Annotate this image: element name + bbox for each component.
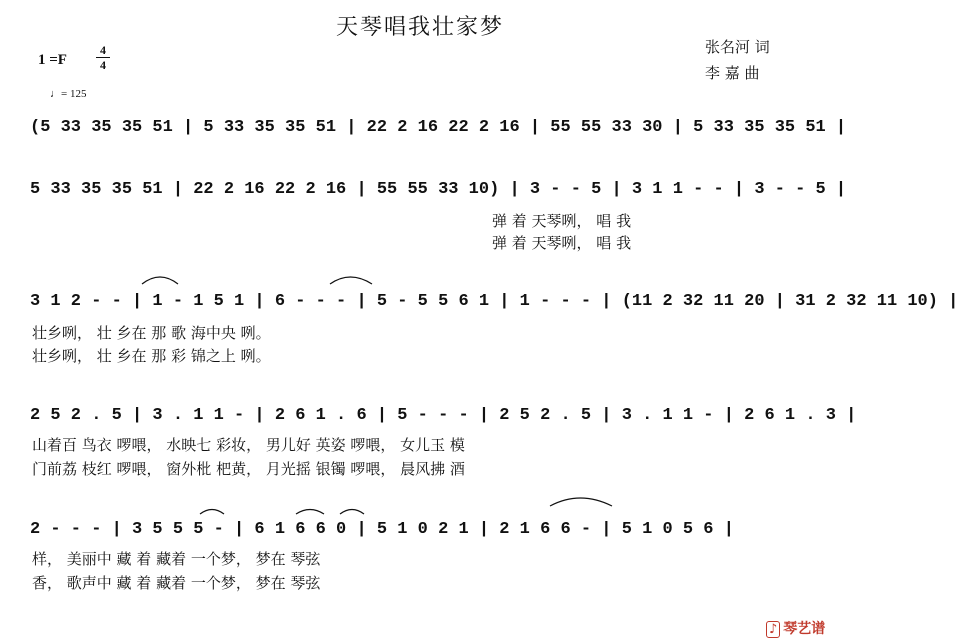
- time-signature-top: 4: [100, 43, 106, 57]
- notation-line-1: (5 33 35 35 51 | 5 33 35 35 51 | 22 2 16 22 2 16 | 55 55 33 30 | 5 33 35 35 51 |: [30, 118, 847, 137]
- notation-line-3: 3 1 2 - - | 1 - 1 5 1 | 6 - - - | 5 - 5 5 6 1 | 1 - - - | (11 2 32 11 20 | 31 2 32 11 10) |: [30, 292, 958, 311]
- notation-line-5: 2 - - - | 3 5 5 5 - | 6 1 6 6 0 | 5 1 0 2 1 | 2 1 6 6 - | 5 1 0 5 6 |: [30, 520, 734, 539]
- tempo-marking: ♩= 125: [50, 88, 87, 100]
- lyric-line-2a: 弹 着 天琴咧， 唱 我: [492, 212, 632, 230]
- key-signature: 1 =F: [38, 52, 67, 68]
- lyric-line-4a: 山着百 鸟衣 啰喂， 水映七 彩妆， 男儿好 英姿 啰喂， 女儿玉 模: [32, 436, 465, 454]
- lyric-line-2b: 弹 着 天琴咧， 唱 我: [492, 234, 632, 252]
- lyric-line-4b: 门前荔 枝红 啰喂， 窗外枇 杷黄， 月光摇 银镯 啰喂， 晨风拂 酒: [32, 460, 465, 478]
- music-logo-icon: ♪: [766, 621, 780, 638]
- notation-line-4: 2 5 2 . 5 | 3 . 1 1 - | 2 6 1 . 6 | 5 - - - | 2 5 2 . 5 | 3 . 1 1 - | 2 6 1 . 3 |: [30, 406, 857, 425]
- watermark-logo: [766, 618, 825, 638]
- lyric-line-3a: 壮乡咧， 壮 乡在 那 歌 海中央 咧。: [32, 324, 271, 342]
- lyric-line-3b: 壮乡咧， 壮 乡在 那 彩 锦之上 咧。: [32, 347, 271, 365]
- lyricist-credit: 张名河 词: [705, 38, 770, 56]
- score-title: 天琴唱我壮家梦: [335, 15, 504, 40]
- time-signature-bottom: 4: [100, 58, 106, 72]
- watermark-text: 琴艺谱: [783, 621, 826, 637]
- composer-credit: 李 嘉 曲: [705, 64, 760, 82]
- notation-line-2: 5 33 35 35 51 | 22 2 16 22 2 16 | 55 55 33 10) | 3 - - 5 | 3 1 1 - - | 3 - - 5 |: [30, 180, 847, 199]
- lyric-line-5a: 样， 美丽中 藏 着 藏着 一个梦， 梦在 琴弦: [32, 550, 321, 568]
- lyric-line-5b: 香， 歌声中 藏 着 藏着 一个梦， 梦在 琴弦: [32, 574, 321, 592]
